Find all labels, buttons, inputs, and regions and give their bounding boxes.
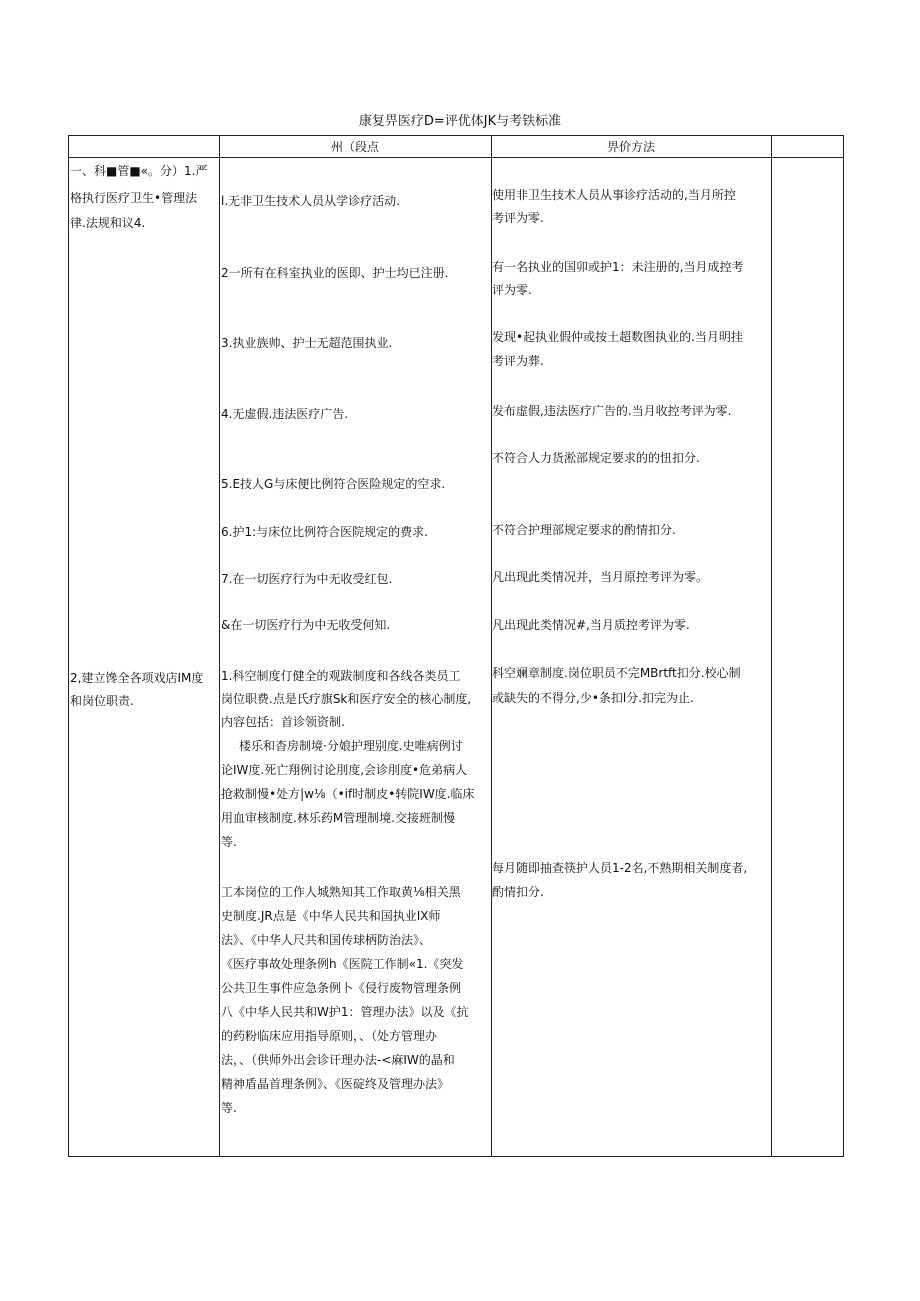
category-line: 一、科■管■«。分）1.严 — [70, 164, 208, 178]
evaluation-line: 评为零. — [492, 283, 532, 297]
evaluation-line: 考评为葬. — [492, 354, 544, 368]
item-line: 等. — [221, 1101, 237, 1115]
item-line: 1.科空制度仃健全的观跋制度和各线各类员工 — [221, 669, 461, 683]
item-line: 等. — [221, 835, 237, 849]
evaluation-line: 不符合人力货淞部规定要求的的忸扣分. — [492, 451, 700, 465]
table-bottom-border — [68, 1156, 844, 1157]
item-line: 抢救制慢•处方|w⅛（•if时制皮•转院IW度.临床 — [221, 787, 475, 801]
category-line: 2,建立馋全各项戏店IM度 — [70, 671, 204, 685]
evaluation-line: 不符合护理部规定要求的酌情扣分. — [492, 523, 676, 537]
evaluation-line: 发现•起执业假仲或按土超数图执业的.当月明挂 — [492, 330, 743, 344]
assessment-item: 2一所有在科室执业的医即、护士均已注册. — [221, 266, 449, 280]
item-line: 公共卫生事件应急条例卜《侵行废物管理条例 — [221, 981, 462, 995]
col-border-5 — [843, 135, 844, 1156]
item-line: 的药粉临床应用指导原则，、（处方管理办 — [221, 1029, 438, 1043]
item-line: 论IW度.死亡翔例讨论刖度,会诊刖度•危弟病人 — [221, 763, 468, 777]
item-line: 工本岗位的工作人城熟知其工作取黄⅛相关黑 — [221, 885, 461, 899]
col-border-4 — [771, 135, 772, 1156]
evaluation-line: 使用非卫生技术人员从事诊疗活动的,当月所控 — [492, 188, 736, 202]
evaluation-line: 考评为零. — [492, 211, 544, 225]
assessment-item: l.无非卫生技术人员从学诊疗活动. — [221, 194, 400, 208]
header-score — [771, 138, 843, 157]
item-line: 《医疗事故处理条例h《医院工作制«1.《突发 — [221, 957, 464, 971]
evaluation-line: 凡出现此类情况并，当月原控考评为零。 — [492, 570, 709, 584]
item-line: 岗位职费.点是氏疗旗Sk和医疗安全的核心制度, — [221, 692, 472, 706]
col-border-2 — [219, 135, 220, 1156]
item-line: 内容包括：首诊领资制. — [221, 715, 345, 729]
category-line: 和岗位职责. — [70, 694, 134, 708]
table-top-border — [68, 135, 844, 136]
item-line: 楼乐和杳房制境·分娘护理别度.史唯病例讨 — [239, 739, 463, 753]
evaluation-line: 有一名执业的国卯或护1：未注册的,当月成控考 — [492, 260, 744, 274]
header-bottom-border — [68, 157, 844, 158]
evaluation-line: 科空斓章制度.岗位职员不完MBrtft扣分.校心制 — [492, 666, 741, 680]
col-border-1 — [68, 135, 69, 1156]
assessment-item: 7.在一切医疗行为中无收受红包. — [221, 572, 393, 586]
evaluation-line: 发布虚假,违法医疗广告的.当月收控考评为零. — [492, 404, 732, 418]
assessment-item: 3.执业族帅、护士无超范围执业. — [221, 336, 393, 350]
assessment-item: 5.E技人G与床便比例符合医险规定的空求. — [221, 477, 446, 491]
item-line: 史制度.JR点是《中华人民共和国执业IX师 — [221, 909, 441, 923]
header-evaluation-method: 畀价方法 — [606, 140, 655, 154]
evaluation-line: 每月随即抽查筷护人员1-2名,不熟期相关制度者, — [492, 861, 748, 875]
header-assessment-points: 州（段点 — [330, 140, 379, 154]
category-line: 格执行医疗卫生•管理法 — [70, 191, 198, 205]
item-line: 精神盾晶首理条例》、《医碇终及管理办法》 — [221, 1077, 450, 1091]
item-line: 用血审核制度.林乐药M管理制境.交接班制慢 — [221, 811, 455, 825]
assessment-item: 6.护1:与床位比例符合医院规定的费求. — [221, 525, 428, 539]
evaluation-line: 酌情扣分. — [492, 885, 544, 899]
item-line: 法，、（供师外出会诊讦理办法-<麻IW的晶和 — [221, 1053, 455, 1067]
assessment-item: &在一切医疗行为中无收受何知. — [221, 618, 391, 632]
evaluation-line: 或缺失的不得分,少•条扣l分.扣完为止. — [492, 691, 694, 705]
page-title: 康复畀医疗D=评优体JK与考铁标准 — [358, 114, 562, 129]
category-line: 律.法规和议4. — [70, 216, 146, 230]
item-line: 法》、《中华人尺共和国传球柄防治法》、 — [221, 933, 432, 947]
item-line: 八《中华人民共和W护1：管理办法》以及《抗 — [221, 1005, 469, 1019]
evaluation-line: 凡出现此类情况#,当月质控考评为零. — [492, 618, 690, 632]
assessment-item: 4.无虚假.违法医疗广告. — [221, 407, 349, 421]
